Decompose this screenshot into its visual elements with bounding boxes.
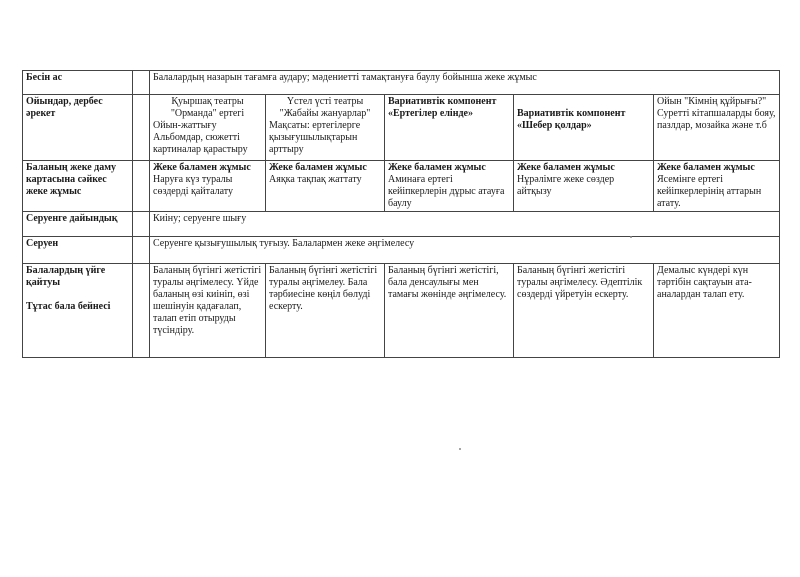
- scan-speck: [630, 236, 632, 238]
- row-label: Серуенге дайындық: [23, 212, 133, 237]
- table-row: [23, 237, 780, 264]
- cell-title: Жеке баламен жұмыс: [657, 162, 755, 173]
- schedule-table: [22, 70, 780, 358]
- cell-line: Қуыршақ театры: [171, 96, 244, 107]
- cell-text: Аминаға ертегі кейіпкерлерін дұрыс атауға баулу: [388, 174, 505, 209]
- document-page: [22, 70, 780, 358]
- row-label: [23, 264, 133, 358]
- empty-cell: [133, 237, 150, 264]
- scan-speck: [459, 448, 461, 450]
- activity-cell: Демалыс күндері күн тәртібін сақтауын ата-аналардан талап ету.: [654, 264, 780, 358]
- cell-title: Жеке баламен жұмыс: [388, 162, 486, 173]
- table-row: [23, 264, 780, 358]
- cell-line: "Орманда" ертегі: [170, 108, 245, 119]
- merged-content-cell: Киіну; серуенге шығу: [150, 212, 780, 237]
- activity-cell: [150, 95, 266, 161]
- row-label: Бесін ас: [23, 71, 133, 95]
- empty-cell: [133, 212, 150, 237]
- table-row: [23, 71, 780, 95]
- activity-cell: Баланың бүгінгі жетістігі туралы әңгімелесу. Үйде баланың өзі киініп, өзі шешінуін қадағалап, талап етіп отыруды түсіндіру.: [150, 264, 266, 358]
- cell-text: Аяқка тақпақ жаттату: [269, 174, 362, 185]
- cell-text: Наруға күз туралы сөздерді қайталату: [153, 174, 234, 197]
- activity-cell: [150, 161, 266, 212]
- cell-title: Вариативтік компонент «Шебер қолдар»: [517, 108, 626, 131]
- table-row: [23, 95, 780, 161]
- activity-cell: Баланың бүгінгі жетістігі, бала денсаулығы мен тамағы жөнінде әңгімелесу.: [385, 264, 514, 358]
- cell-text: Ойын "Кімнің құйрығы?" Суретті кітапшаларды бояу, пазлдар, мозайка және т.б: [657, 96, 776, 131]
- cell-title: Жеке баламен жұмыс: [153, 162, 251, 173]
- cell-line: Үстел үсті театры: [286, 96, 364, 107]
- activity-cell: [385, 95, 514, 161]
- empty-cell: [133, 161, 150, 212]
- table-row: [23, 212, 780, 237]
- row-label-line: Балалардың үйге қайтуы: [26, 265, 106, 288]
- row-label-line: Тұтас бала бейнесі: [26, 301, 111, 312]
- cell-line: Ойын-жаттығу: [153, 120, 217, 131]
- activity-cell: Баланың бүгінгі жетістігі туралы әңгімелесу. Әдептілік сөздерді үйретуін ескерту.: [514, 264, 654, 358]
- cell-title: Жеке баламен жұмыс: [517, 162, 615, 173]
- activity-cell: [385, 161, 514, 212]
- merged-content-cell: Серуенге қызығушылық туғызу. Балалармен жеке әңгімелесу: [150, 237, 780, 264]
- cell-text: Нұрәлімге жеке сөздер айтқызу: [517, 174, 615, 197]
- table-row: [23, 161, 780, 212]
- empty-cell: [133, 95, 150, 161]
- activity-cell: [266, 95, 385, 161]
- empty-cell: [133, 264, 150, 358]
- cell-title: Жеке баламен жұмыс: [269, 162, 367, 173]
- cell-line: Альбомдар, сюжетті картиналар қарастыру: [153, 132, 248, 155]
- empty-cell: [133, 71, 150, 95]
- merged-content-cell: Балалардың назарын тағамға аудару; мәдениетті тамақтануға баулу бойынша жеке жұмыс: [150, 71, 780, 95]
- cell-title: Вариативтік компонент «Ертегілер елінде»: [388, 96, 497, 119]
- row-label: Серуен: [23, 237, 133, 264]
- activity-cell: [654, 161, 780, 212]
- row-label: Ойындар, дербес әрекет: [23, 95, 133, 161]
- cell-line: "Жабайы жануарлар": [279, 108, 371, 119]
- activity-cell: [514, 95, 654, 161]
- row-label: Баланың жеке даму картасына сәйкес жеке жұмыс: [23, 161, 133, 212]
- activity-cell: [654, 95, 780, 161]
- activity-cell: [266, 161, 385, 212]
- cell-line: Мақсаты: ертегілерге қызығушылықтарын арттыру: [269, 120, 361, 155]
- activity-cell: Баланың бүгінгі жетістігі туралы әңгімелеу. Бала тәрбиесіне көңіл бөлуді ескерту.: [266, 264, 385, 358]
- cell-text: Ясемінге ертегі кейіпкерлерінің аттарын атату.: [657, 174, 762, 209]
- activity-cell: [514, 161, 654, 212]
